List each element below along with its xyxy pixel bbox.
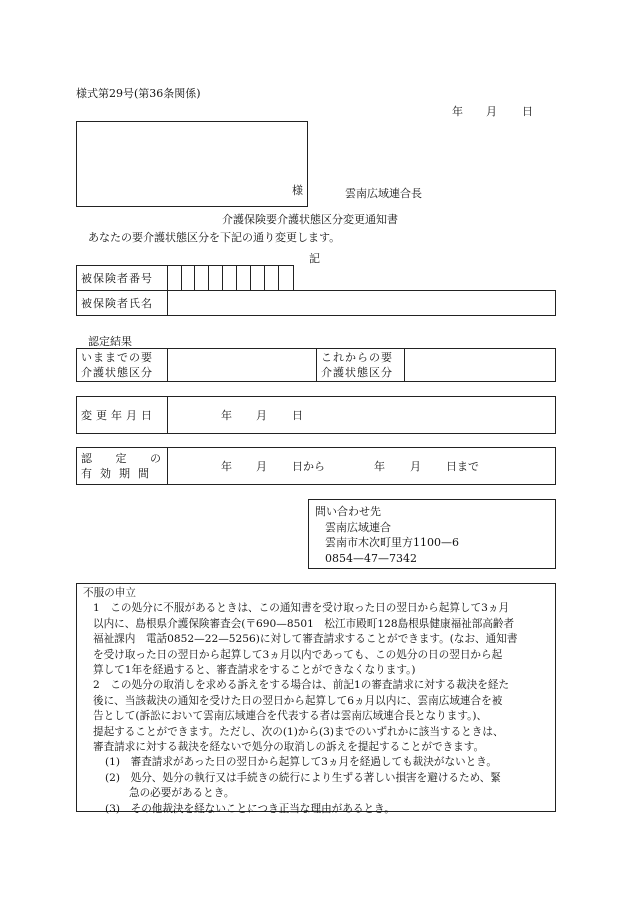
insured-number-digit[interactable] [237,266,251,290]
contact-address: 雲南市木次町里方1100—6 [325,536,459,549]
period-to-year: 年 [374,460,385,473]
form-number: 様式第29号(第36条関係) [76,87,201,100]
change-date-year: 年 [221,409,232,422]
appeal-p2 [83,678,549,755]
result-before-line1: いままでの要 [81,351,153,364]
insured-number-digit[interactable] [168,266,182,290]
appeal-line: 2 この処分の取消しを求める訴えをする場合は、前記1の審査請求に対する裁決を経た [93,679,510,692]
insured-number-row [76,265,294,291]
date-year-label: 年 [452,105,463,118]
change-date-field[interactable] [168,397,555,433]
change-date-row [76,396,556,434]
insured-name-field[interactable] [168,291,555,315]
ki-label: 記 [309,252,320,265]
appeal-sub-item-2-cont: 急の必要があるとき。 [129,787,235,800]
result-after-label [317,349,405,381]
result-after-line1: これからの要 [321,351,393,364]
date-month-label: 月 [486,105,497,118]
appeal-sub-item-3: (3) その他裁決を経ないことにつき正当な理由があるとき。 [105,802,395,815]
validity-period-row [76,447,556,485]
insured-name-row [76,290,556,316]
result-after-line2: 介護状態区分 [321,366,393,379]
appeal-heading: 不服の申立 [83,587,136,599]
result-heading: 認定結果 [88,335,132,348]
appeal-box [76,583,556,815]
change-date-label: 変更年月日 [77,397,168,433]
insured-number-digit[interactable] [279,266,293,290]
contact-title: 問い合わせ先 [315,505,381,518]
appeal-p1 [83,601,549,678]
addressee-sama: 様 [292,184,303,197]
date-day-label: 日 [522,105,533,118]
appeal-line: 審査請求に対する裁決を経ないで処分の取消しの訴えを提起することができます。 [93,741,485,754]
validity-label-a3: の [150,452,161,465]
appeal-line: 後に、当該裁決の通知を受けた日の翌日から起算して6ヵ月以内に、雲南広域連合を被 [93,694,503,707]
insured-number-label: 被保険者番号 [77,266,168,290]
appeal-line: を受け取った日の翌日から起算して3ヵ月以内であっても、この処分の日の翌日から起 [93,648,503,661]
appeal-line: 告として(訴訟において雲南広域連合を代表する者は雲南広域連合長となります。)、 [93,710,488,723]
result-row [76,348,556,382]
contact-box [308,499,556,569]
insured-number-digit[interactable] [209,266,223,290]
document-title: 介護保険要介護状態区分変更通知書 [222,213,398,226]
result-before-line2: 介護状態区分 [81,366,153,379]
period-to-month: 月 [410,460,421,473]
addressee-box[interactable] [76,121,308,207]
appeal-line: 福祉課内 電話0852—22—5256)に対して審査請求することができます。(なお、通知書 [93,633,518,646]
appeal-sub-items [83,755,549,817]
insured-number-digit[interactable] [251,266,265,290]
intro-text: あなたの要介護状態区分を下記の通り変更します。 [88,231,341,244]
contact-org: 雲南広域連合 [325,520,391,534]
period-from-year: 年 [221,460,232,473]
result-before-field[interactable] [168,349,317,381]
appeal-sub-item-2: (2) 処分、処分の執行又は手続きの続行により生ずる著しい損害を避けるため、緊 [105,771,501,784]
period-from-day: 日から [292,460,325,473]
change-date-month: 月 [256,409,267,422]
appeal-line: 提起することができます。ただし、次の(1)から(3)までのいずれかに該当するときは、 [93,725,504,738]
sender-name: 雲南広域連合長 [345,187,422,200]
change-date-day: 日 [292,409,303,422]
contact-phone: 0854—47—7342 [325,551,417,565]
result-after-field[interactable] [405,349,555,381]
result-before-label [77,349,168,381]
validity-label-a1: 認 [81,452,92,465]
validity-period-label [77,448,168,484]
appeal-line: 算して1年を経過すると、審査請求をすることができなくなります。) [93,664,416,677]
validity-label-a2: 定 [115,452,127,465]
appeal-sub-item-1: (1) 審査請求があった日の翌日から起算して3ヵ月を経過しても裁決がないとき。 [105,756,497,769]
appeal-line: 以内に、島根県介護保険審査会(〒690—8501 松江市殿町128島根県健康福祉部高齢者 [93,617,515,630]
period-to-day: 日まで [446,460,479,473]
validity-period-field[interactable] [168,448,555,484]
appeal-line: 1 この処分に不服があるときは、この通知書を受け取った日の翌日から起算して3ヵ月 [93,602,510,615]
validity-label-b: 有効期間 [81,467,157,480]
insured-number-digit[interactable] [182,266,196,290]
insured-number-digit[interactable] [223,266,237,290]
insured-name-label: 被保険者氏名 [77,291,168,315]
insured-number-digit[interactable] [195,266,209,290]
insured-number-digit[interactable] [265,266,279,290]
period-from-month: 月 [256,460,267,473]
